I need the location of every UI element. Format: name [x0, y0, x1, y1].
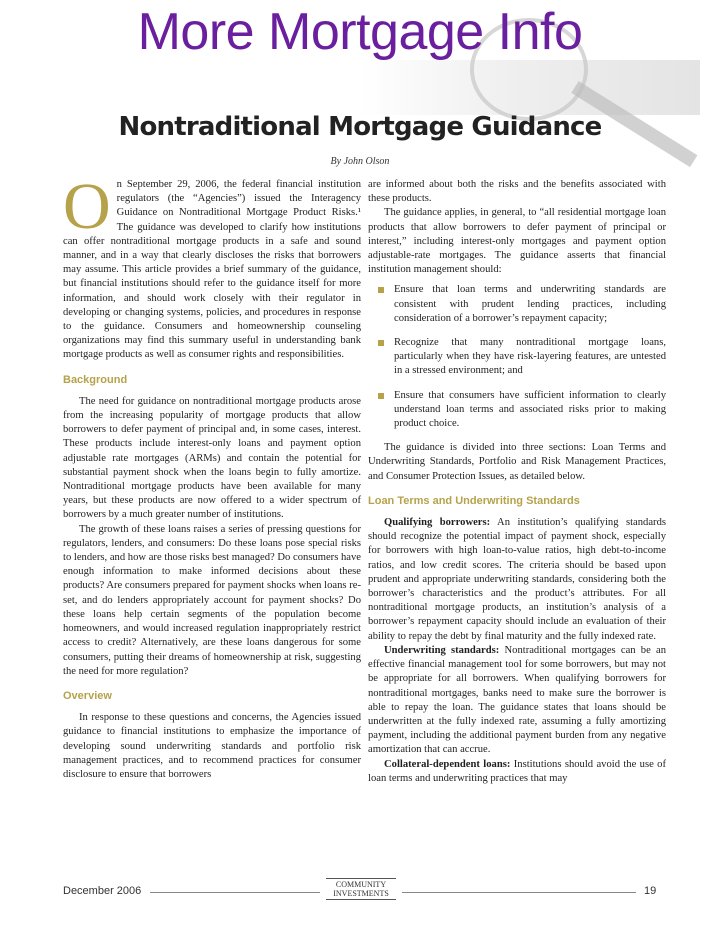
- footer-date: December 2006: [63, 885, 142, 897]
- footer-rule-left: [150, 892, 320, 893]
- background-paragraph-1: The need for guidance on nontraditional mortgage products arose from the increasing popularity of mortgage products that allow borrowers to defer payment of principal and, in some cases, interest. These products include interest-only loans and payment option adjustable rate mortgages (ARMs) and contain the potential for substantial payment shock when the loans begin to fully amortize. Nontraditional mortgage products have been available for many years, but these products are now offered to a wider spectrum of borrowers by a much greater number of institutions.: [63, 395, 361, 521]
- intro-text: n September 29, 2006, the federal financial institution regulators (the “Agencies”) issued the Interagency Guidance on Nontraditional Mortgage Product Risks.¹ The guidance was developed to clarify how institutions can offer nontraditional mortgage products in a safe and sound manner, and in a way that clearly discloses the risks that borrowers may assume. This article provides a brief summary of the guidance, but financial institutions should refer to the guidance itself for more information, and should work closely with their regulator in developing or changing systems, policies, and procedures in response to the guidance. Consumers and homeownership counseling organizations may find this summary useful in understanding bank mortgage products as well as consumer rights and responsibilities.: [63, 179, 361, 361]
- overview-heading: Overview: [63, 689, 112, 702]
- bullet-item: Ensure that loan terms and underwriting standards are consistent with prudent lending practices, including consideration of a borrower’s repayment capacity;: [368, 283, 666, 326]
- background-heading: Background: [63, 373, 128, 386]
- collateral-label: Collateral-dependent loans:: [384, 758, 511, 770]
- underwriting-label: Underwriting standards:: [384, 644, 500, 656]
- left-column: [63, 170, 361, 782]
- underwriting-text: Nontraditional mortgages can be an effective financial management tool for some borrowers, but may not be appropriate for all borrowers. When qualifying borrowers for nontraditional mortgages, banks need to make sure the borrower is able to repay the loan. The guidance states that loans should be underwritten at the fully indexed rate, assuming a fully amortizing payment, including the additional payment burden from any negative amortization that can accrue.: [368, 644, 667, 756]
- underwriting-paragraph: [368, 644, 666, 758]
- loan-terms-heading: Loan Terms and Underwriting Standards: [368, 494, 580, 507]
- background-paragraph-2: The growth of these loans raises a series of pressing questions for regulators, lenders, and consumers: Do these loans pose special risks to lenders, and how are those risks best managed? Do consumers have enough information to make informed decisions about these products? Are consumers prepared for payment shocks when loans re-set, and do lenders appropriately account for payment shocks? Do these loans help certain segments of the population become homeowners, and would increased regulation inappropriately restrict access to credit? Alternatively, are these loans dangerous for some consumers, putting their dreams of homeownership at risk, suggesting the need for more regulation?: [63, 523, 361, 677]
- collateral-text: Institutions should avoid the use of loan terms and underwriting practices that may: [368, 758, 667, 784]
- qualifying-paragraph: [368, 516, 666, 644]
- banner-title: More Mortgage Info: [137, 3, 583, 61]
- footer-rule-right: [402, 892, 636, 893]
- right-paragraph-2: The guidance applies, in general, to “all residential mortgage loan products that allow borrowers to defer payment of principal or interest,” including interest-only mortgages and payment option adjustable-rate mortgages. The guidance asserts that financial institution management should:: [368, 207, 666, 276]
- overview-paragraph-1: In response to these questions and concerns, the Agencies issued guidance to financial institutions to emphasize the importance of developing sound underwriting standards and portfolio risk management practices, and to recommend practices for consumer disclosure to ensure that borrowers: [63, 712, 361, 780]
- footer-logo-line1: COMMUNITY: [335, 880, 387, 889]
- dropcap: O: [63, 170, 111, 243]
- qualifying-text: An institution’s qualifying standards should recognize the potential impact of payment shock, especially for borrowers with high loan-to-value ratios, high debt-to-income ratios, and low credit scores. The criteria should be based upon prudent and appropriate underwriting standards, considering both the borrower’s characteristics and the product’s attributes. For all nontraditional mortgage products, an institution’s analysis of a borrower’s repayment capacity should include an evaluation of their ability to repay the debt by final maturity and the fully indexed rate.: [368, 517, 667, 642]
- bullet-item: Recognize that many nontraditional mortgage loans, particularly when they have risk-layering features, are untested in a stressed environment; and: [368, 336, 666, 379]
- byline: By John Olson: [330, 156, 390, 167]
- guidance-bullet-list: [368, 283, 666, 431]
- footer-logo-line2: INVESTMENTS: [333, 889, 389, 898]
- page-number: 19: [644, 885, 657, 897]
- qualifying-label: Qualifying borrowers:: [384, 517, 491, 529]
- right-column: [368, 178, 666, 786]
- bullet-item: Ensure that consumers have sufficient information to clearly understand loan terms and associated risks prior to making product choice.: [368, 389, 666, 432]
- intro-paragraph: [63, 170, 361, 363]
- right-paragraph-1: are informed about both the risks and the benefits associated with these products.: [368, 179, 666, 205]
- footer-logo: [326, 878, 396, 900]
- collateral-paragraph: [368, 758, 666, 786]
- article-title: Nontraditional Mortgage Guidance: [118, 112, 602, 142]
- right-paragraph-3: The guidance is divided into three sections: Loan Terms and Underwriting Standards, Portfolio and Risk Management Practices, and Consumer Protection Issues, as detailed below.: [368, 442, 666, 482]
